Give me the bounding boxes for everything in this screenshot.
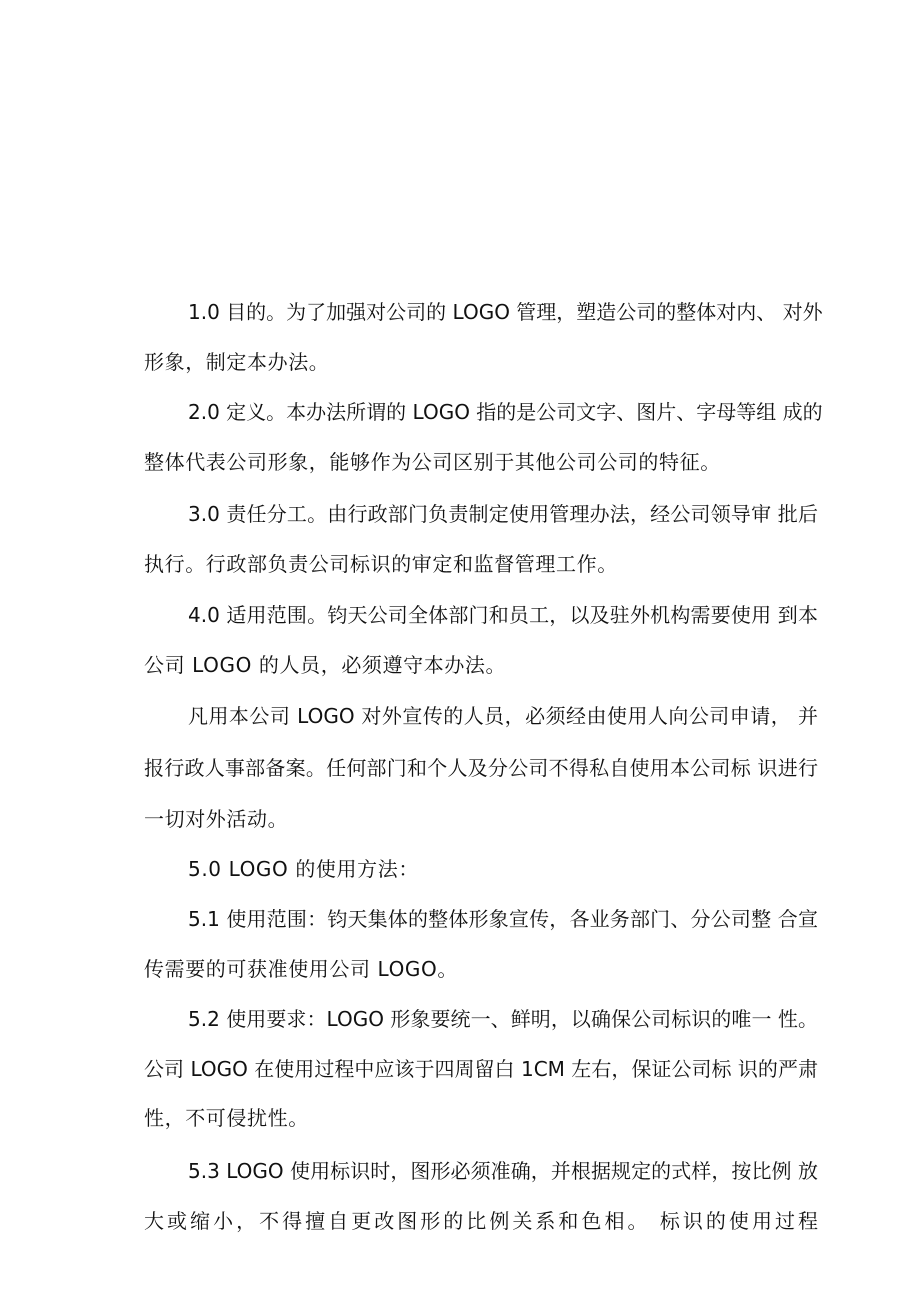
section-5-heading: 5.0 LOGO 的使用方法： <box>188 857 419 881</box>
paragraph-5-line-3: 一切对外活动。 <box>144 807 289 831</box>
paragraph-5-1-line-1: 5.1 使用范围：钧天集体的整体形象宣传，各业务部门、分公司整 合宣 <box>188 907 818 931</box>
paragraph-5-1-line-2: 传需要的可获准使用公司 LOGO。 <box>144 957 458 981</box>
paragraph-5-3-line-1: 5.3 LOGO 使用标识时，图形必须准确，并根据规定的式样，按比例 放 <box>188 1159 818 1183</box>
paragraph-4-line-1: 4.0 适用范围。钧天公司全体部门和员工，以及驻外机构需要使用 到本 <box>188 603 818 627</box>
paragraph-1-line-2: 形象，制定本办法。 <box>144 350 330 374</box>
paragraph-2-line-1: 2.0 定义。本办法所谓的 LOGO 指的是公司文字、图片、字母等组 成的 <box>188 400 823 424</box>
paragraph-5-3-line-2: 大或缩小，不得擅自更改图形的比例关系和色相。 标识的使用过程 <box>144 1209 818 1233</box>
paragraph-3-line-2: 执行。行政部负责公司标识的审定和监督管理工作。 <box>144 552 618 576</box>
paragraph-5-2-line-1: 5.2 使用要求：LOGO 形象要统一、鲜明，以确保公司标识的唯一 性。 <box>188 1007 818 1031</box>
paragraph-5-line-2: 报行政人事部备案。任何部门和个人及分公司不得私自使用本公司标 识进行 <box>144 756 818 780</box>
paragraph-5-line-1: 凡用本公司 LOGO 对外宣传的人员，必须经由使用人向公司申请， 并 <box>188 704 818 728</box>
paragraph-2-line-2: 整体代表公司形象，能够作为公司区别于其他公司公司的特征。 <box>144 450 721 474</box>
paragraph-1-line-1: 1.0 目的。为了加强对公司的 LOGO 管理，塑造公司的整体对内、 对外 <box>188 300 823 324</box>
paragraph-4-line-2: 公司 LOGO 的人员，必须遵守本办法。 <box>144 653 507 677</box>
paragraph-5-2-line-3: 性，不可侵扰性。 <box>144 1106 309 1130</box>
paragraph-3-line-1: 3.0 责任分工。由行政部门负责制定使用管理办法，经公司领导审 批后 <box>188 502 818 526</box>
paragraph-5-2-line-2: 公司 LOGO 在使用过程中应该于四周留白 1CM 左右，保证公司标 识的严肃 <box>144 1057 818 1081</box>
